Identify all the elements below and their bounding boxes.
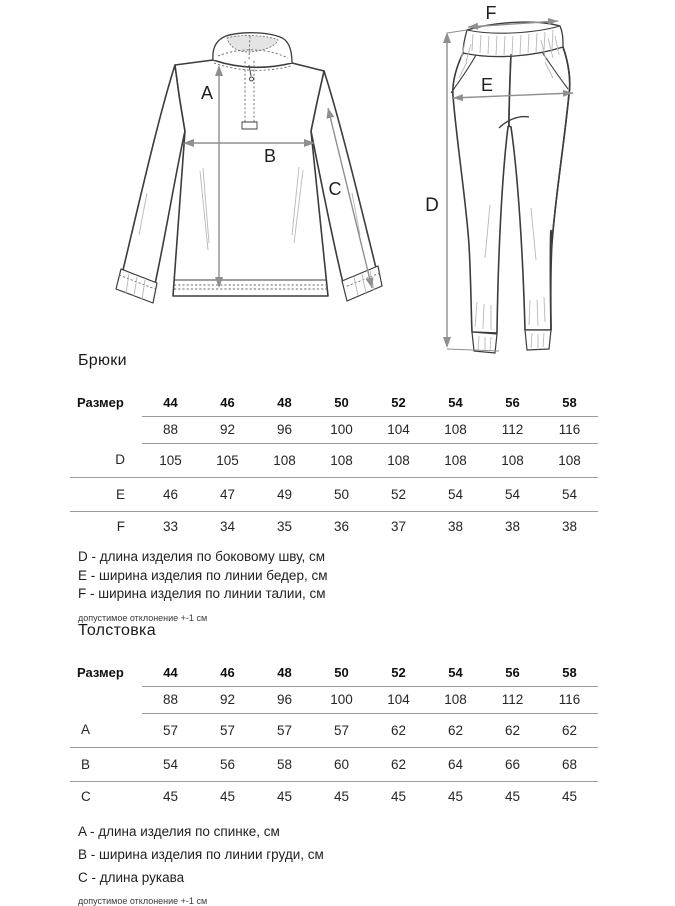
- tolerance-note: допустимое отклонение +-1 см: [78, 896, 208, 906]
- size-header-cell: 54: [427, 659, 484, 686]
- value-cell: 100: [313, 416, 370, 443]
- size-header-cell: 46: [199, 389, 256, 416]
- value-cell: 57: [256, 713, 313, 747]
- value-cell: 108: [256, 443, 313, 477]
- pants-right-leg: [509, 47, 570, 330]
- value-cell: 105: [142, 443, 199, 477]
- value-cell: 45: [276, 788, 293, 804]
- measure-note: F - ширина изделия по линии талии, см: [78, 586, 326, 601]
- value-cell: 116: [541, 686, 598, 713]
- measure-note: D - длина изделия по боковому шву, см: [78, 549, 326, 564]
- size-header-cell: 48: [256, 659, 313, 686]
- value-cell: 56: [199, 747, 256, 781]
- size-header-cell: 50: [313, 389, 370, 416]
- size-header-cell: 58: [541, 659, 598, 686]
- value-cell: 38: [447, 518, 464, 534]
- measure-label-a: A: [200, 83, 214, 103]
- value-cell: 92: [199, 686, 256, 713]
- measure-note: A - длина изделия по спинке, см: [78, 824, 280, 839]
- value-cell: 62: [541, 713, 598, 747]
- value-cell: 100: [313, 686, 370, 713]
- row-label: A: [70, 713, 142, 747]
- value-cell: 105: [199, 443, 256, 477]
- size-header-cell: 54: [427, 389, 484, 416]
- value-cell: 49: [256, 477, 313, 511]
- size-header-cell: 56: [484, 389, 541, 416]
- measure-label-b: B: [263, 146, 277, 166]
- value-cell: 47: [199, 477, 256, 511]
- size-header-cell: 44: [142, 389, 199, 416]
- size-header-cell: 58: [541, 389, 598, 416]
- pants-section-title: Брюки: [78, 352, 127, 369]
- value-cell: 112: [484, 416, 541, 443]
- measure-label-f: F: [485, 3, 497, 23]
- value-cell: 45: [561, 788, 578, 804]
- value-cell: 62: [427, 713, 484, 747]
- value-cell: 68: [541, 747, 598, 781]
- value-cell: 33: [162, 518, 179, 534]
- value-cell: 116: [541, 416, 598, 443]
- value-cell: 88: [142, 416, 199, 443]
- pants-measure-notes: [70, 548, 598, 604]
- value-cell: 45: [162, 788, 179, 804]
- value-cell: 34: [219, 518, 236, 534]
- value-cell: 108: [427, 416, 484, 443]
- row-label: F: [116, 518, 125, 534]
- value-cell: 54: [484, 477, 541, 511]
- value-cell: 45: [504, 788, 521, 804]
- pants-size-table: [70, 389, 598, 541]
- value-cell: 96: [256, 686, 313, 713]
- size-header-cell: 44: [142, 659, 199, 686]
- row-label: [70, 416, 142, 443]
- sweatshirt-measure-notes: [70, 820, 598, 889]
- table-row: [70, 416, 598, 443]
- value-cell: 108: [313, 443, 370, 477]
- value-cell: 38: [504, 518, 521, 534]
- row-label: D: [70, 443, 142, 477]
- value-cell: 108: [427, 443, 484, 477]
- size-column-label: Размер: [77, 395, 124, 410]
- value-cell: 108: [541, 443, 598, 477]
- value-cell: 96: [256, 416, 313, 443]
- table-row: [70, 713, 598, 747]
- size-header-cell: 50: [313, 659, 370, 686]
- value-cell: 62: [484, 713, 541, 747]
- table-header-row: [70, 389, 598, 416]
- value-cell: 45: [390, 788, 407, 804]
- row-label: [70, 686, 142, 713]
- pants-section: [70, 352, 598, 623]
- table-row: [70, 477, 598, 511]
- value-cell: 104: [370, 416, 427, 443]
- sweatshirt-drawing: [95, 3, 395, 348]
- row-label: B: [70, 747, 142, 781]
- table-header-row: [70, 659, 598, 686]
- value-cell: 108: [484, 443, 541, 477]
- value-cell: 104: [370, 686, 427, 713]
- value-cell: 66: [484, 747, 541, 781]
- value-cell: 57: [199, 713, 256, 747]
- size-header-cell: 48: [256, 389, 313, 416]
- value-cell: 108: [370, 443, 427, 477]
- value-cell: 62: [370, 747, 427, 781]
- value-cell: 45: [219, 788, 236, 804]
- value-cell: 57: [142, 713, 199, 747]
- value-cell: 92: [199, 416, 256, 443]
- measure-label-c: C: [328, 179, 342, 199]
- value-cell: 45: [333, 788, 350, 804]
- table-row: [70, 511, 598, 541]
- measure-note: E - ширина изделия по линии бедер, см: [78, 567, 328, 583]
- measure-label-d: D: [425, 195, 439, 216]
- measure-note: C - длина рукава: [78, 870, 185, 885]
- sweatshirt-section-title: Толстовка: [78, 622, 156, 639]
- value-cell: 45: [447, 788, 464, 804]
- value-cell: 52: [370, 477, 427, 511]
- value-cell: 35: [276, 518, 293, 534]
- size-header-cell: 46: [199, 659, 256, 686]
- sweatshirt-body: [173, 60, 328, 296]
- sweatshirt-section: [70, 622, 598, 906]
- value-cell: 88: [142, 686, 199, 713]
- value-cell: 108: [427, 686, 484, 713]
- value-cell: 38: [561, 518, 578, 534]
- size-header-cell: 52: [370, 389, 427, 416]
- value-cell: 54: [142, 747, 199, 781]
- value-cell: 54: [427, 477, 484, 511]
- value-cell: 36: [333, 518, 350, 534]
- value-cell: 37: [390, 518, 407, 534]
- value-cell: 50: [313, 477, 370, 511]
- technical-drawings: [0, 0, 675, 360]
- value-cell: 46: [142, 477, 199, 511]
- tolerance-note: допустимое отклонение +-1 см: [78, 612, 208, 623]
- pants-drawing: [395, 0, 635, 360]
- table-row: [70, 747, 598, 781]
- size-column-label: Размер: [77, 665, 124, 680]
- measure-note: B - ширина изделия по линии груди, см: [78, 847, 324, 862]
- value-cell: 62: [370, 713, 427, 747]
- sweatshirt-size-table: [70, 659, 598, 811]
- table-row: [70, 443, 598, 477]
- value-cell: 60: [313, 747, 370, 781]
- value-cell: 64: [427, 747, 484, 781]
- value-cell: 58: [256, 747, 313, 781]
- size-header-cell: 56: [484, 659, 541, 686]
- table-row: [70, 686, 598, 713]
- measure-label-e: E: [480, 75, 494, 95]
- value-cell: 54: [541, 477, 598, 511]
- row-label: E: [70, 477, 142, 511]
- table-row: [70, 781, 598, 811]
- size-header-cell: 52: [370, 659, 427, 686]
- value-cell: 112: [484, 686, 541, 713]
- value-cell: 57: [313, 713, 370, 747]
- row-label: C: [81, 788, 91, 804]
